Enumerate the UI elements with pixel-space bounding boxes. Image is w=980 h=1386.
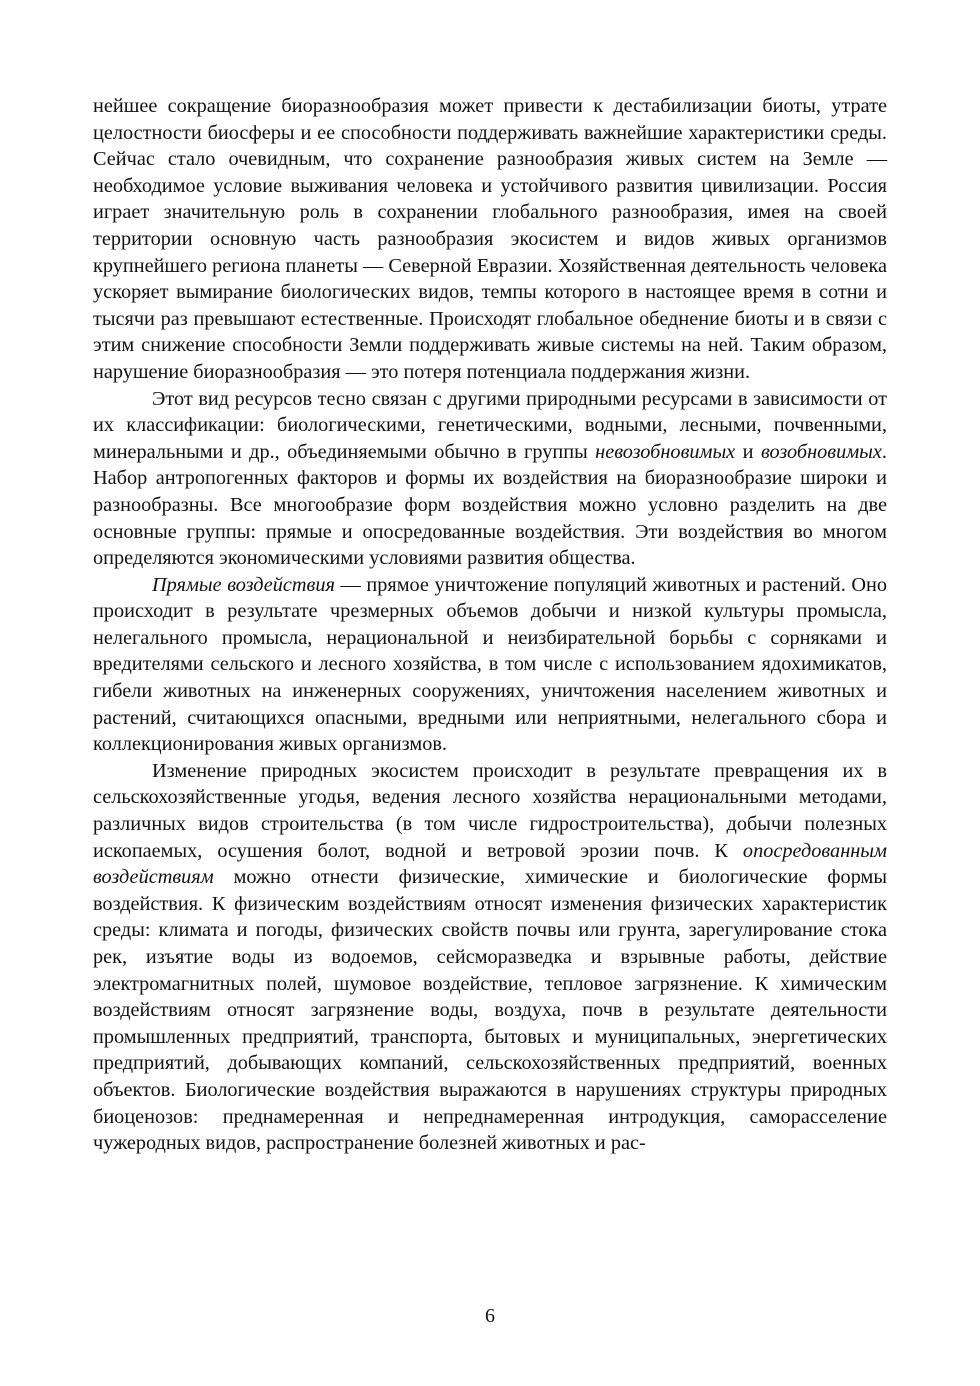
- paragraph-3: [93, 572, 887, 758]
- paragraph-1-text: нейшее сокращение биоразнообразия может привести к дестабилизации биоты, утрате целостности биосферы и ее способности поддерживать важнейшие характеристики среды. Сейчас стало очевидным, что сохранение разнообразия живых систем на Земле — необходимое условие выживания человека и устойчивого развития цивилизации. Россия играет значительную роль в сохранении глобального разнообразия, имея на своей территории основную часть разнообразия экосистем и видов живых организмов крупнейшего региона планеты — Северной Евразии. Хозяйственная деятельность человека ускоряет вымирание биологических видов, темпы которого в настоящее время в сотни и тысячи раз превышают естественные. Происходят глобальное обеднение биоты и в связи с этим снижение способности Земли поддерживать живые системы на ней. Таким образом, нарушение биоразнообразия — это потеря потенциала поддержания жизни.: [93, 95, 887, 383]
- paragraph-4-text-b: можно отнести физические, химические и биологические формы воздействия. К физическим воздействиям относят изменения физических характеристик среды: климата и погоды, физических свойств почвы или грунта, зарегулирование стока рек, изъятие воды из водоемов, сейсморазведка и взрывные работы, действие электромагнитных полей, шумовое воздействие, тепловое загрязнение. К химическим воздействиям относят загрязнение воды, воздуха, почв в результате деятельности промышленных предприятий, транспорта, бытовых и муниципальных, энергетических предприятий, добывающих компаний, сельскохозяйственных предприятий, военных объектов. Биологические воздействия выражаются в нарушениях структуры природных биоценозов: преднамеренная и непреднамеренная интродукция, саморасселение чужеродных видов, распространение болезней животных и рас-: [93, 866, 887, 1155]
- paragraph-2-emphasis-nonrenewable: невозобновимых: [595, 440, 736, 463]
- paragraph-1: [93, 93, 887, 386]
- paragraph-2-text-c: . Набор антропогенных факторов и формы их воздействия на биоразнообразие широки и разнообразны. Все многообразие форм воздействия можно условно разделить на две основные группы: прямые и опосредованные воздействия. Эти воздействия во многом определяются экономическими условиями развития общества.: [93, 440, 887, 570]
- paragraph-4-emphasis-indirect-impacts: опосредованным воздействиям: [93, 839, 887, 889]
- paragraph-4: [93, 758, 887, 1157]
- paragraph-4-text-a: Изменение природных экосистем происходит в результате превращения их в сельскохозяйственные угодья, ведения лесного хозяйства нерациональными методами, различных видов строительства (в том числе гидростроительства), добычи полезных ископаемых, осушения болот, водной и ветровой эрозии почв. К: [93, 759, 887, 862]
- paragraph-2-text-b: и: [735, 440, 761, 463]
- page-body: [93, 93, 887, 1157]
- paragraph-3-emphasis-direct-impacts: Прямые воздействия: [152, 573, 335, 596]
- page-number: 6: [485, 1305, 495, 1327]
- paragraph-3-text-a: — прямое уничтожение популяций животных и растений. Оно происходит в результате чрезмерных объемов добычи и низкой культуры промысла, нелегального промысла, нерациональной и неизбирательной борьбы с сорняками и вредителями сельского и лесного хозяйства, в том числе с использованием ядохимикатов, гибели животных на инженерных сооружениях, уничтожения населением животных и растений, считающихся опасными, вредными или неприятными, нелегального сбора и коллекционирования живых организмов.: [93, 573, 887, 756]
- paragraph-2-emphasis-renewable: возобновимых: [760, 440, 882, 463]
- paragraph-2: [93, 386, 887, 572]
- paragraph-2-text-a: Этот вид ресурсов тесно связан с другими природными ресурсами в зависимости от их классификации: биологическими, генетическими, водными, лесными, почвенными, минеральными и др., объединяемыми обычно в группы: [93, 387, 887, 463]
